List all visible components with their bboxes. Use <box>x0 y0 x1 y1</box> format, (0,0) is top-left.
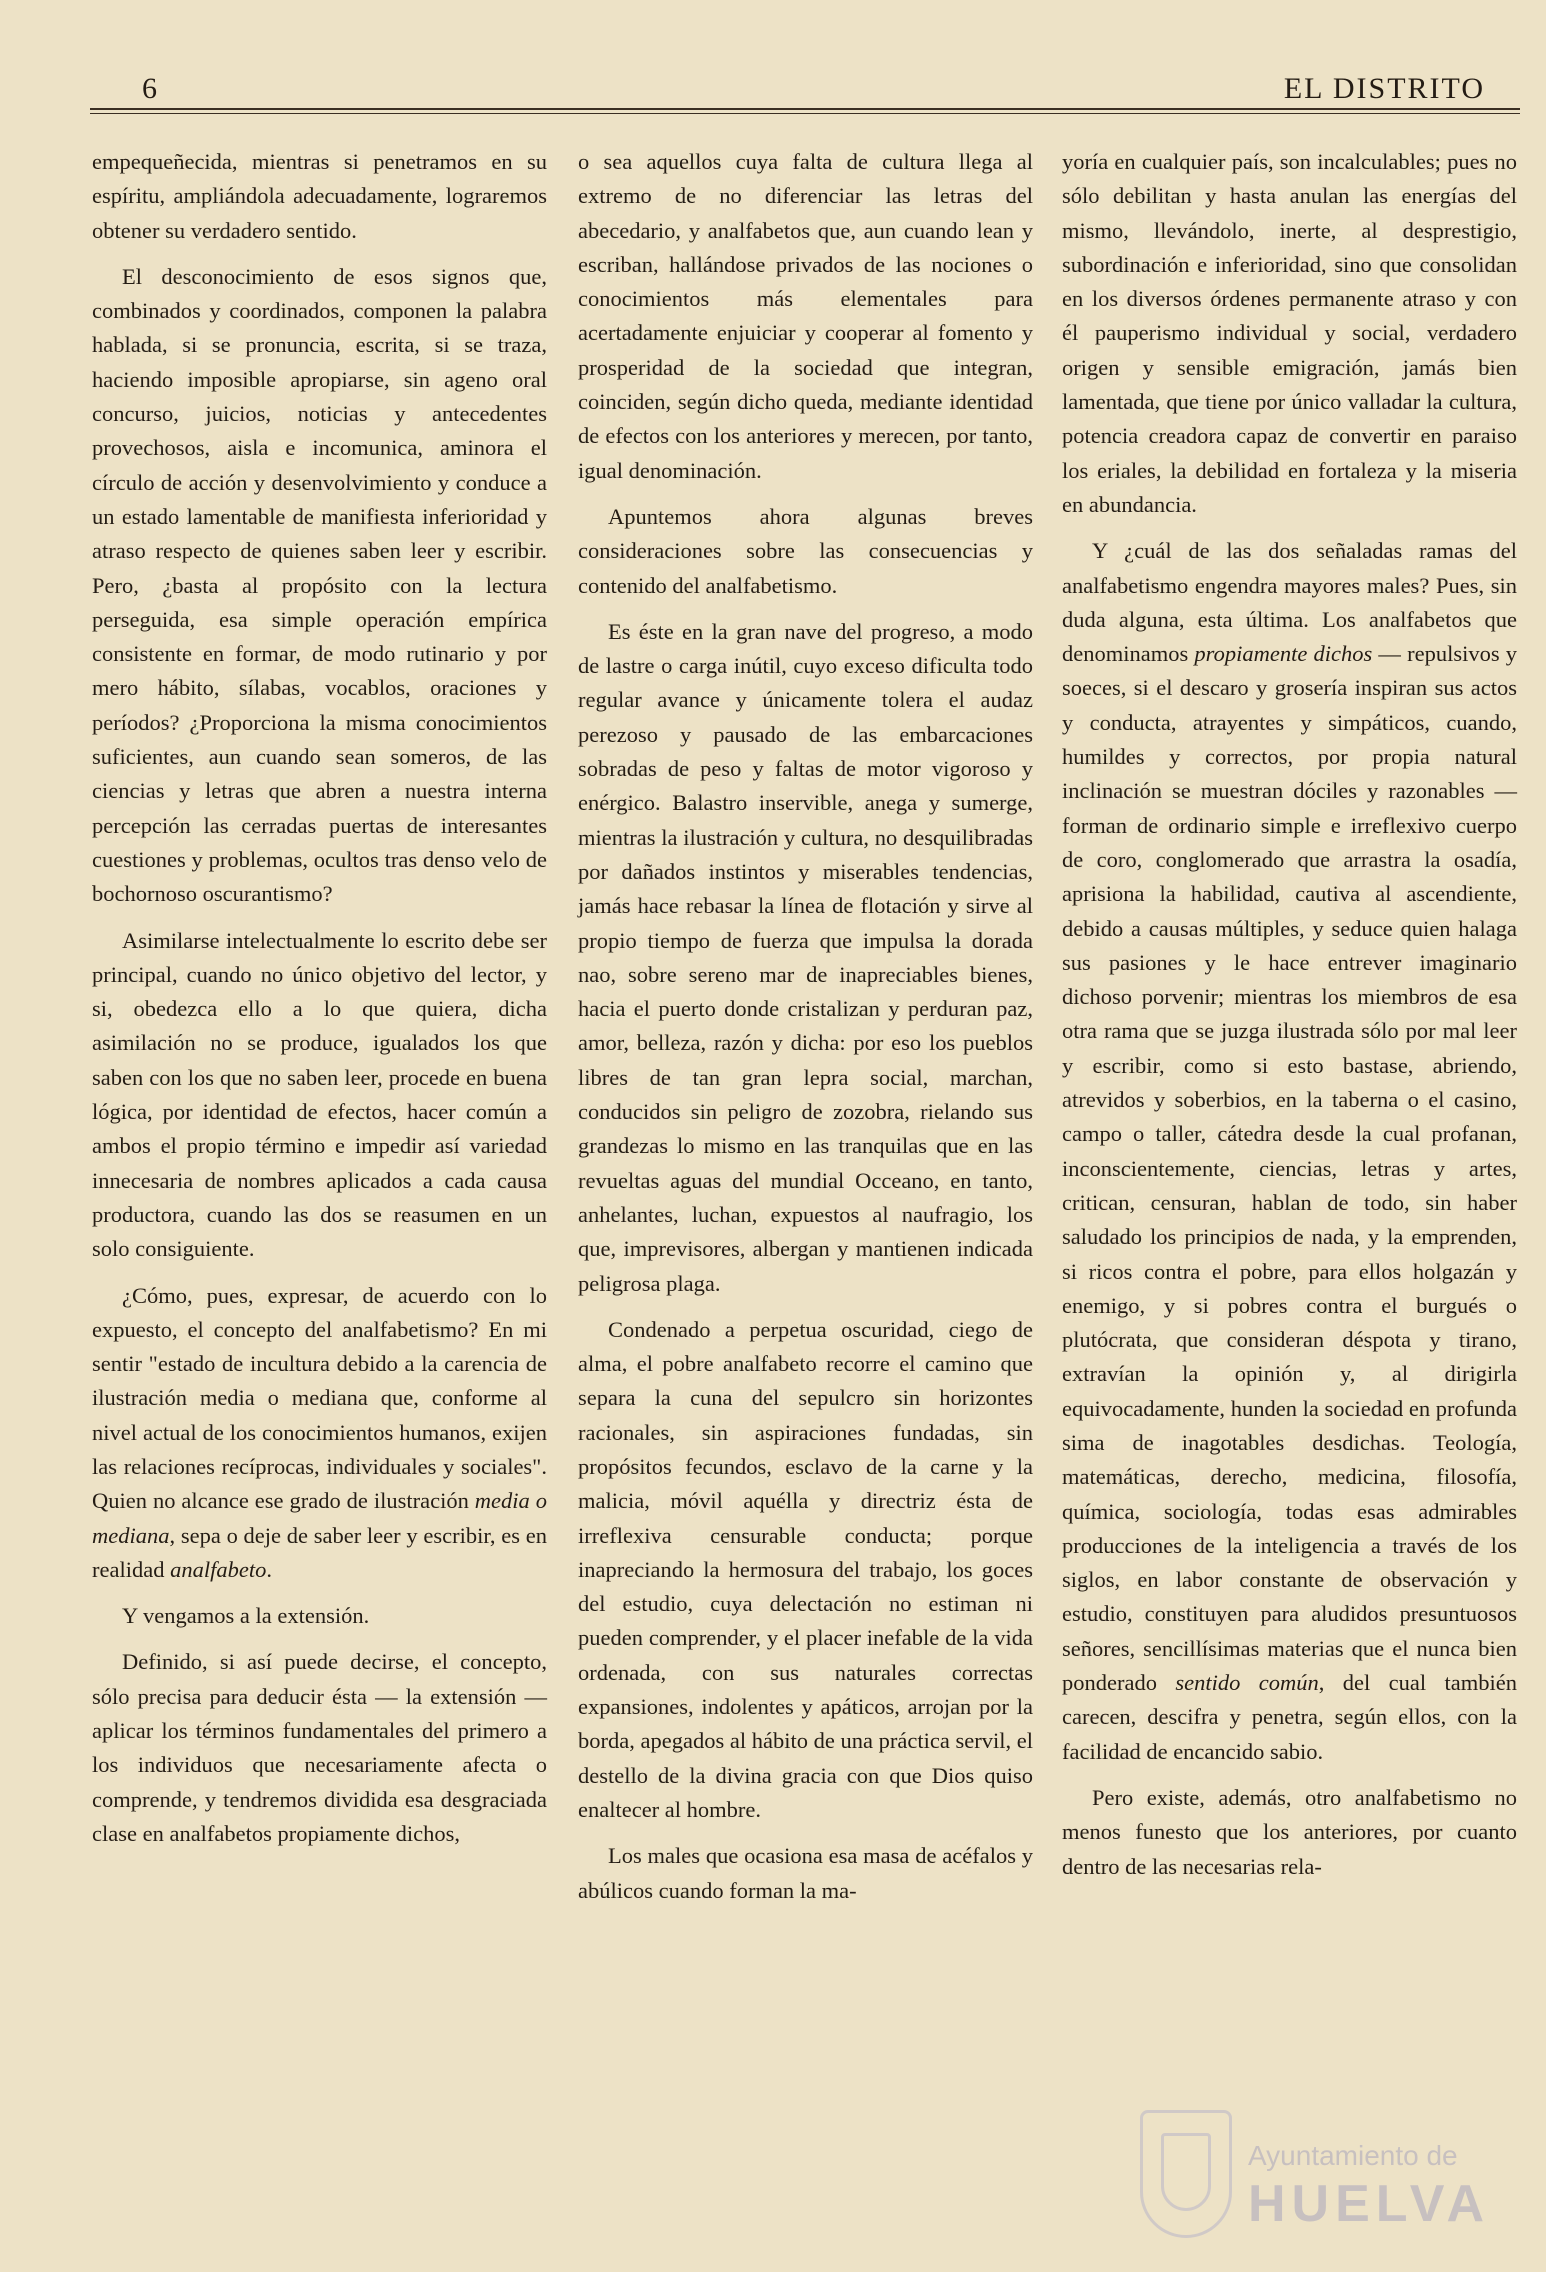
paragraph: Asimilarse intelectualmente lo escrito debe ser principal, cuando no único objetivo del lector, y si, obedezca ello a lo que quiera, dicha asimilación no se produce, igualados los que saben con los que no saben leer, procede en buena lógica, por identidad de efectos, hacer común a ambos el propio término e impedir así variedad innecesaria de nombres aplicados a cada causa productora, cuando las dos se reasumen en un solo consiguiente. <box>92 927 547 1262</box>
paragraph: Condenado a perpetua oscuridad, ciego de alma, el pobre analfabeto recorre el camino que separa la cuna del sepulcro sin horizontes racionales, sin aspiraciones fundadas, sin propósitos fecundos, esclavo de la carne y la malicia, móvil aquélla y directriz ésta de irreflexiva censurable conducta; porque inapreciando la hermosura del trabajo, los goces del estudio, cuya delectación no estiman ni pueden comprender, y el placer inefable de la vida ordenada, con sus naturales correctas expansiones, indolentes y apáticos, arrojan por la borda, apegados al hábito de una práctica servil, el destello de la divina gracia con que Dios quiso enaltecer al hombre. <box>578 1316 1033 1822</box>
magazine-title: EL DISTRITO <box>1283 72 1485 105</box>
paragraph: El desconocimiento de esos signos que, combinados y coordinados, componen la palabra hablada, si se pronuncia, escrita, si se traza, haciendo imposible apropiarse, sin ageno oral concurso, juicios, noticias y antecedentes provechosos, aisla e incomunica, aminora el círculo de acción y desenvolvimiento y conduce a un estado lamentable de manifiesta inferioridad y atraso respecto de quienes saben leer y escribir. Pero, ¿basta al propósito con la lectura perseguida, esa simple operación empírica consistente en formar, de modo rutinario y por mero hábito, sílabas, vocablos, oraciones y períodos? ¿Proporciona la misma conocimientos suficientes, aun cuando sean someros, de las ciencias y letras que abren a nuestra interna percepción las cerradas puertas de interesantes cuestiones y problemas, ocultos tras denso velo de bochornoso oscurantismo? <box>92 263 547 907</box>
paragraph: Definido, si así puede decirse, el concepto, sólo precisa para deducir ésta — la extensión — aplicar los términos fundamentales del primero a los individuos que necesariamente afecta o comprende, y tendremos dividida esa desgraciada clase en analfabetos propiamente dichos, <box>92 1649 547 1846</box>
paragraph: Y vengamos a la extensión. <box>122 1603 370 1629</box>
paragraph: Pero existe, además, otro analfabetismo no menos funesto que los anteriores, por cuanto dentro de las necesarias rela- <box>1062 1784 1517 1879</box>
text-column-2 <box>578 145 1033 1920</box>
watermark-line-1: Ayuntamiento de <box>1248 2140 1458 2171</box>
text-column-3 <box>1062 145 1517 1896</box>
paragraph: ¿Cómo, pues, expresar, de acuerdo con lo expuesto, el concepto del analfabetismo? En mi sentir "estado de incultura debido a la carencia de ilustración media o mediana que, conforme al nivel actual de los conocimientos humanos, exijen las relaciones recíprocas, individuales y sociales". Quien no alcance ese grado de ilustración media o mediana, sepa o deje de saber leer y escribir, es en realidad analfabeto. <box>92 1282 547 1582</box>
page-number: 6 <box>142 72 157 105</box>
paragraph: empequeñecida, mientras si penetramos en su espíritu, ampliándola adecuadamente, lograremos obtener su verdadero sentido. <box>92 149 547 243</box>
paragraph: Apuntemos ahora algunas breves consideraciones sobre las consecuencias y contenido del analfabetismo. <box>578 503 1033 598</box>
header-rule-thin <box>90 113 1520 114</box>
archive-watermark <box>1140 2110 1491 2240</box>
paragraph: Y ¿cuál de las dos señaladas ramas del analfabetismo engendra mayores males? Pues, sin duda alguna, esta última. Los analfabetos que denominamos propiamente dichos — repulsivos y soeces, si el descaro y grosería inspiran sus actos y conducta, atrayentes y simpáticos, cuando, humildes y correctos, por propia natural inclinación se muestran dóciles y razonables — forman de ordinario simple e irreflexivo cuerpo de coro, conglomerado que arrastra la osadía, aprisiona la habilidad, cautiva al ascendiente, debido a causas múltiples, y seduce quien halaga sus pasiones y le hace entrever imaginario dichoso porvenir; mientras los miembros de esa otra rama que se juzga ilustrada sólo por mal leer y escribir, como si esto bastase, abriendo, atrevidos y soberbios, en la taberna o el casino, campo o taller, cátedra desde la cual profanan, inconscientemente, ciencias, letras y artes, critican, censuran, hablan de todo, sin haber saludado los principios de nada, y la emprenden, si ricos contra el pobre, para ellos holgazán y enemigo, y si pobres contra el burgués o plutócrata, que consideran déspota y tirano, extravían la opinión y, al dirigirla equivocadamente, hunden la sociedad en profunda sima de inagotables desdichas. Teología, matemáticas, derecho, medicina, filosofía, química, sociología, todas esas admirables producciones de la inteligencia a través de los siglos, en labor constante de observación y estudio, constituyen para aludidos presuntuosos señores, sencillísimas materias que el nunca bien ponderado sentido común, del cual también carecen, descifra y penetra, según ellos, con la facilidad de encancido sabio. <box>1062 538 1518 1764</box>
paragraph: o sea aquellos cuya falta de cultura llega al extremo de no diferenciar las letras del abecedario, y analfabetos que, aun cuando lean y escriban, hallándose privados de las nociones o conocimientos más elementales para acertadamente enjuiciar y cooperar al fomento y prosperidad de la sociedad que integran, coinciden, según dicho queda, mediante identidad de efectos con los anteriores y merecen, por tanto, igual denominación. <box>578 149 1033 483</box>
paragraph: Es éste en la gran nave del progreso, a modo de lastre o carga inútil, cuyo exceso dificulta todo regular avance y únicamente tolera el audaz perezoso y pausado de las embarcaciones sobradas de peso y faltas de motor vigoroso y enérgico. Balastro inservible, anega y sumerge, mientras la ilustración y cultura, no desquilibradas por dañados instintos y miserables tendencias, jamás hace rebasar la línea de flotación y sirve al propio tiempo de fuerza que impulsa la dorada nao, sobre sereno mar de inapreciables bienes, hacia el puerto donde cristalizan y perduran paz, amor, belleza, razón y dicha: por eso los pueblos libres de tan gran lepra social, marchan, conducidos sin peligro de zozobra, rielando sus grandezas lo mismo en las tranquilas que en las revueltas aguas del mundial Occeano, en tanto, anhelantes, luchan, expuestos al naufragio, los que, imprevisores, albergan y mantienen indicada peligrosa plaga. <box>578 618 1033 1296</box>
header-rule <box>90 108 1520 110</box>
paragraph: yoría en cualquier país, son incalculables; pues no sólo debilitan y hasta anulan las energías del mismo, llevándolo, inerte, al desprestigio, subordinación e inferioridad, sino que consolidan en los diversos órdenes permanente atraso y con él pauperismo individual y social, verdadero origen y sensible emigración, jamás bien lamentada, que tiene por único valladar la cultura, potencia creadora capaz de convertir en paraiso los eriales, la debilidad en fortaleza y la miseria en abundancia. <box>1062 149 1517 517</box>
paragraph: Los males que ocasiona esa masa de acéfalos y abúlicos cuando forman la ma- <box>578 1843 1033 1903</box>
watermark-line-2: HUELVA <box>1248 2175 1491 2233</box>
text-column-1 <box>92 145 547 1863</box>
page-header <box>90 72 1485 112</box>
shield-icon <box>1140 2110 1232 2238</box>
